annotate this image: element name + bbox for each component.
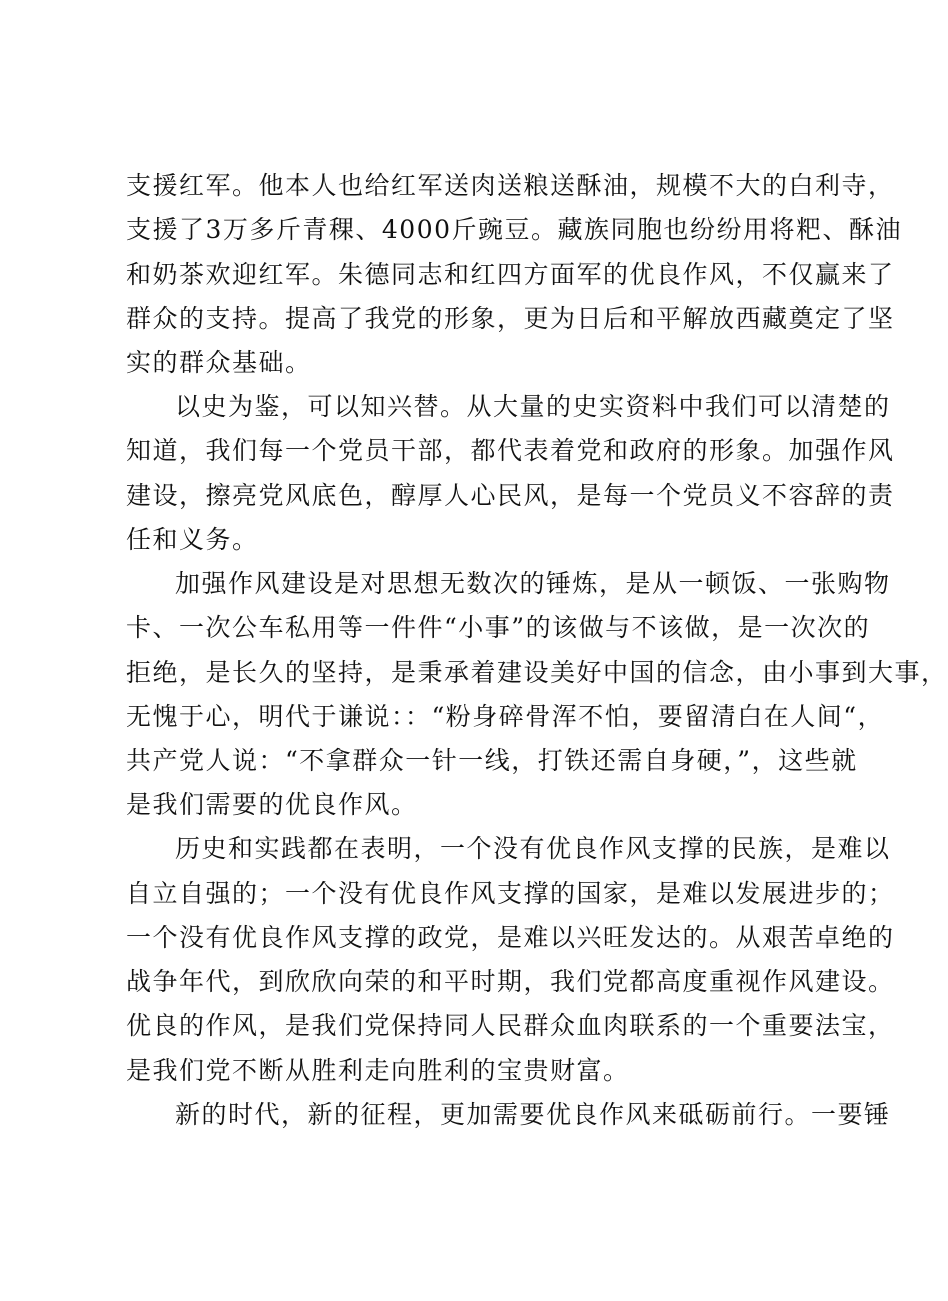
text-line: 无愧于心，明代于谦说：：“粉身碎骨浑不怕，要留清白在人间“， xyxy=(126,702,885,731)
paragraph-start-line: 新的时代，新的征程，更加需要优良作风来砥砺前行。一要锤 xyxy=(175,1100,891,1129)
text-line: 优良的作风，是我们党保持同人民群众血肉联系的一个重要法宝， xyxy=(126,1011,895,1040)
text-line: 共产党人说：“不拿群众一针一线，打铁还需自身硬，”，这些就 xyxy=(126,746,858,775)
text-line: 是我们党不断从胜利走向胜利的宝贵财富。 xyxy=(126,1056,630,1085)
text-line: 卡、一次公车私用等一件件“小事”的该做与不该做，是一次次的 xyxy=(126,613,871,642)
text-line: 一个没有优良作风支撑的政党，是难以兴旺发达的。从艰苦卓绝的 xyxy=(126,923,895,952)
text-line: 实的群众基础。 xyxy=(126,348,312,377)
text-line: 任和义务。 xyxy=(126,525,259,554)
text-line: 群众的支持。提高了我党的形象，更为日后和平解放西藏奠定了坚 xyxy=(126,304,895,333)
text-line: 和奶茶欢迎红军。朱德同志和红四方面军的优良作风，不仅赢来了 xyxy=(126,260,895,289)
text-line: 知道，我们每一个党员干部，都代表着党和政府的形象。加强作风 xyxy=(126,436,895,465)
text-line: 战争年代，到欣欣向荣的和平时期，我们党都高度重视作风建设。 xyxy=(126,967,895,996)
text-line: 支援了3万多斤青稞、4000斤豌豆。藏族同胞也纷纷用将粑、酥油 xyxy=(126,215,903,244)
text-line: 拒绝，是长久的坚持，是秉承着建设美好中国的信念，由小事到大事， xyxy=(126,658,948,687)
text-line: 建设，擦亮党风底色，醇厚人心民风，是每一个党员义不容辞的责 xyxy=(126,481,895,510)
paragraph-start-line: 历史和实践都在表明，一个没有优良作风支撑的民族，是难以 xyxy=(175,834,891,863)
text-line: 是我们需要的优良作风。 xyxy=(126,790,418,819)
text-line: 支援红军。他本人也给红军送肉送粮送酥油，规模不大的白利寺， xyxy=(126,171,895,200)
text-line: 自立自强的；一个没有优良作风支撑的国家，是难以发展进步的； xyxy=(126,879,895,908)
paragraph-start-line: 加强作风建设是对思想无数次的锤炼，是从一顿饭、一张购物 xyxy=(175,569,891,598)
paragraph-start-line: 以史为鉴，可以知兴替。从大量的史实资料中我们可以清楚的 xyxy=(175,392,891,421)
